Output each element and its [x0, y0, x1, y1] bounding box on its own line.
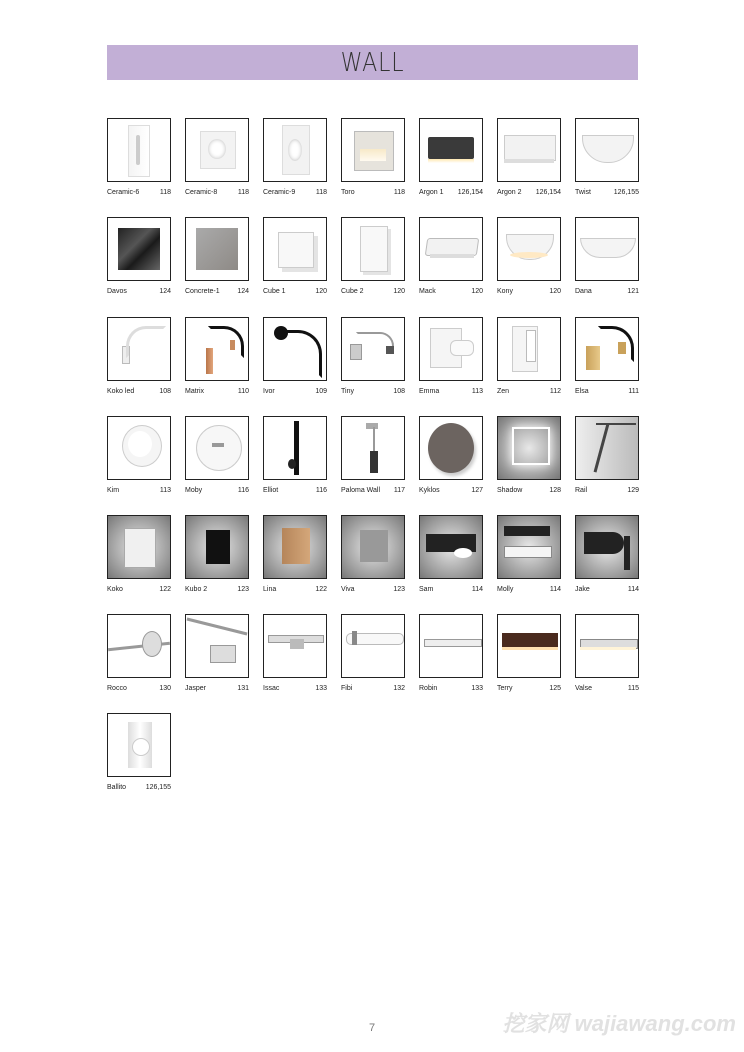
product-photo-shape	[124, 528, 156, 568]
product-caption	[107, 287, 171, 296]
product-photo-shape	[352, 631, 357, 645]
product-name: Rail	[575, 487, 588, 494]
product-name: Davos	[107, 288, 127, 295]
product-caption	[263, 287, 327, 296]
product-page-ref: 126,155	[613, 189, 639, 196]
product-page-ref: 120	[315, 288, 327, 295]
product-photo	[497, 614, 561, 678]
product-photo-shape	[386, 346, 394, 354]
product-page-ref: 126,154	[457, 189, 483, 196]
product-photo-shape	[504, 159, 554, 163]
product-photo	[107, 515, 171, 579]
product-photo-shape	[502, 647, 558, 650]
product-page-ref: 111	[628, 388, 639, 395]
product-page-ref: 128	[549, 487, 561, 494]
product-page-ref: 116	[237, 487, 249, 494]
product-photo-shape	[282, 330, 322, 378]
product-caption	[263, 585, 327, 594]
product-caption	[341, 387, 405, 396]
product-name: Molly	[497, 586, 514, 593]
product-page-ref: 126,155	[145, 784, 171, 791]
product-page-ref: 132	[393, 685, 405, 692]
product-item	[107, 118, 173, 200]
product-photo-shape	[580, 238, 636, 258]
product-page-ref: 110	[237, 388, 249, 395]
product-photo	[497, 217, 561, 281]
product-item	[107, 515, 173, 597]
product-caption	[497, 387, 561, 396]
product-item	[263, 614, 329, 696]
product-photo-shape	[288, 139, 302, 161]
product-page-ref: 124	[237, 288, 249, 295]
product-item	[341, 217, 407, 299]
product-caption	[185, 585, 249, 594]
watermark: 挖家网 wajiawang.com	[502, 1011, 736, 1036]
product-caption	[575, 188, 639, 197]
product-name: Cube 1	[263, 288, 286, 295]
product-item	[575, 217, 641, 299]
product-item	[575, 614, 641, 696]
product-name: Terry	[497, 685, 513, 692]
product-photo-shape	[430, 254, 474, 258]
page-number: 7	[368, 1022, 376, 1034]
product-page-ref: 114	[471, 586, 483, 593]
product-caption	[497, 585, 561, 594]
product-photo	[497, 416, 561, 480]
product-item	[419, 614, 485, 696]
product-name: Elliot	[263, 487, 279, 494]
product-photo	[107, 118, 171, 182]
product-photo-shape	[278, 232, 314, 268]
product-photo	[263, 217, 327, 281]
product-photo-shape	[132, 738, 150, 756]
product-photo-shape	[282, 528, 310, 564]
product-caption	[497, 684, 561, 693]
product-name: Ivor	[263, 388, 275, 395]
product-photo-shape	[624, 536, 630, 570]
product-name: Sam	[419, 586, 434, 593]
product-caption	[107, 188, 171, 197]
product-page-ref: 118	[237, 189, 249, 196]
product-caption	[185, 387, 249, 396]
product-page-ref: 113	[471, 388, 483, 395]
product-name: Robin	[419, 685, 438, 692]
product-item	[341, 416, 407, 498]
product-name: Jasper	[185, 685, 207, 692]
product-photo	[419, 217, 483, 281]
product-name: Fibi	[341, 685, 353, 692]
product-page-ref: 108	[393, 388, 405, 395]
product-caption	[107, 585, 171, 594]
product-name: Ceramic-8	[185, 189, 218, 196]
product-name: Argon 2	[497, 189, 522, 196]
product-photo	[107, 217, 171, 281]
product-name: Twist	[575, 189, 591, 196]
product-page-ref: 120	[549, 288, 561, 295]
product-item	[419, 118, 485, 200]
product-photo-shape	[512, 427, 550, 465]
product-photo-shape	[208, 326, 244, 358]
product-page-ref: 109	[315, 388, 327, 395]
product-item	[497, 416, 563, 498]
product-photo	[185, 118, 249, 182]
product-caption	[575, 684, 639, 693]
product-page-ref: 122	[159, 586, 171, 593]
product-name: Rocco	[107, 685, 127, 692]
product-photo-shape	[580, 647, 636, 650]
product-page-ref: 118	[315, 189, 327, 196]
product-name: Argon 1	[419, 189, 444, 196]
product-photo-shape	[212, 443, 224, 447]
product-caption	[419, 287, 483, 296]
product-photo	[497, 118, 561, 182]
product-caption	[419, 188, 483, 197]
product-caption	[185, 188, 249, 197]
product-name: Valse	[575, 685, 592, 692]
product-photo	[497, 515, 561, 579]
product-item	[419, 515, 485, 597]
product-page-ref: 123	[393, 586, 405, 593]
product-photo-shape	[502, 633, 558, 647]
product-item	[341, 614, 407, 696]
product-photo-shape	[187, 618, 248, 636]
product-item	[263, 416, 329, 498]
product-photo-shape	[504, 526, 550, 536]
product-photo	[107, 614, 171, 678]
product-photo-shape	[584, 532, 624, 554]
product-name: Ceramic-9	[263, 189, 296, 196]
product-photo	[575, 217, 639, 281]
product-page-ref: 114	[549, 586, 561, 593]
product-item	[575, 515, 641, 597]
product-name: Ceramic-6	[107, 189, 140, 196]
product-caption	[575, 585, 639, 594]
product-photo	[185, 515, 249, 579]
product-photo-shape	[504, 546, 552, 558]
product-item	[185, 416, 251, 498]
product-item	[185, 317, 251, 399]
product-page-ref: 124	[159, 288, 171, 295]
product-caption	[419, 486, 483, 495]
product-item	[341, 118, 407, 200]
product-caption	[107, 387, 171, 396]
product-photo-shape	[428, 159, 474, 163]
product-item	[497, 614, 563, 696]
product-photo-shape	[366, 423, 378, 429]
product-photo-shape	[428, 423, 474, 473]
product-photo	[185, 416, 249, 480]
product-photo-shape	[208, 139, 226, 159]
product-photo	[263, 614, 327, 678]
product-name: Kubo 2	[185, 586, 208, 593]
product-page-ref: 120	[393, 288, 405, 295]
product-photo	[419, 515, 483, 579]
product-photo-shape	[428, 137, 474, 159]
product-name: Paloma Wall	[341, 487, 381, 494]
product-caption	[263, 684, 327, 693]
product-name: Cube 2	[341, 288, 364, 295]
product-page-ref: 130	[159, 685, 171, 692]
product-item	[107, 713, 173, 795]
product-item	[263, 217, 329, 299]
product-photo-shape	[210, 645, 236, 663]
product-page-ref: 115	[627, 685, 639, 692]
product-name: Viva	[341, 586, 355, 593]
product-caption	[575, 287, 639, 296]
product-caption	[185, 684, 249, 693]
product-photo-shape	[370, 451, 378, 473]
product-photo-shape	[118, 228, 160, 270]
product-name: Jake	[575, 586, 590, 593]
product-caption	[341, 684, 405, 693]
product-caption	[341, 486, 405, 495]
product-photo	[341, 416, 405, 480]
product-caption	[341, 585, 405, 594]
product-caption	[185, 287, 249, 296]
product-photo	[185, 614, 249, 678]
product-page-ref: 131	[237, 685, 249, 692]
product-caption	[497, 287, 561, 296]
product-name: Kony	[497, 288, 513, 295]
product-photo	[107, 713, 171, 777]
product-photo-shape	[360, 530, 388, 562]
product-caption	[575, 387, 639, 396]
product-page-ref: 118	[393, 189, 405, 196]
product-caption	[497, 188, 561, 197]
product-caption	[419, 684, 483, 693]
product-photo	[263, 416, 327, 480]
product-photo-shape	[424, 639, 482, 647]
product-photo-shape	[360, 226, 388, 272]
product-item	[419, 217, 485, 299]
product-photo	[419, 118, 483, 182]
product-item	[497, 515, 563, 597]
product-name: Dana	[575, 288, 592, 295]
product-photo	[497, 317, 561, 381]
product-photo-shape	[142, 631, 162, 657]
product-caption	[419, 387, 483, 396]
product-item	[497, 118, 563, 200]
product-page-ref: 127	[471, 487, 483, 494]
product-name: Koko led	[107, 388, 135, 395]
product-photo-shape	[128, 431, 152, 457]
product-caption	[107, 486, 171, 495]
product-photo-shape	[526, 330, 536, 362]
product-page-ref: 108	[159, 388, 171, 395]
product-photo-shape	[126, 326, 166, 358]
product-name: Elsa	[575, 388, 589, 395]
product-name: Koko	[107, 586, 123, 593]
product-photo	[185, 217, 249, 281]
product-photo	[575, 416, 639, 480]
product-name: Tiny	[341, 388, 354, 395]
product-page-ref: 114	[627, 586, 639, 593]
product-page-ref: 123	[237, 586, 249, 593]
product-page-ref: 122	[315, 586, 327, 593]
product-page-ref: 125	[549, 685, 561, 692]
product-photo-shape	[504, 135, 556, 161]
section-banner	[107, 45, 638, 80]
product-page-ref: 117	[393, 487, 405, 494]
product-page-ref: 121	[627, 288, 639, 295]
product-page-ref: 129	[627, 487, 639, 494]
product-item	[497, 217, 563, 299]
product-page-ref: 126,154	[535, 189, 561, 196]
product-page-ref: 120	[471, 288, 483, 295]
product-page-ref: 133	[315, 685, 327, 692]
product-photo-shape	[450, 340, 474, 356]
product-photo	[107, 416, 171, 480]
product-name: Kim	[107, 487, 120, 494]
product-name: Matrix	[185, 388, 205, 395]
product-caption	[263, 486, 327, 495]
product-item	[419, 416, 485, 498]
product-photo-shape	[136, 135, 140, 165]
product-item	[107, 317, 173, 399]
section-title: WALL	[340, 47, 405, 78]
product-caption	[497, 486, 561, 495]
product-photo	[575, 118, 639, 182]
product-caption	[341, 188, 405, 197]
product-item	[107, 217, 173, 299]
product-photo	[575, 614, 639, 678]
product-photo-shape	[206, 530, 230, 564]
product-photo-shape	[230, 340, 235, 350]
product-photo-shape	[196, 425, 242, 471]
product-caption	[107, 783, 171, 792]
product-item	[497, 317, 563, 399]
product-name: Toro	[341, 189, 355, 196]
product-item	[575, 416, 641, 498]
product-item	[263, 515, 329, 597]
product-page-ref: 133	[471, 685, 483, 692]
product-page-ref: 118	[159, 189, 171, 196]
product-name: Lina	[263, 586, 277, 593]
product-name: Kyklos	[419, 487, 440, 494]
product-photo	[185, 317, 249, 381]
product-photo-shape	[582, 135, 634, 163]
product-item	[341, 317, 407, 399]
product-page-ref: 113	[159, 487, 171, 494]
product-photo	[341, 317, 405, 381]
product-caption	[575, 486, 639, 495]
product-photo-shape	[596, 423, 636, 425]
product-photo	[419, 614, 483, 678]
product-item	[185, 614, 251, 696]
product-caption	[185, 486, 249, 495]
product-item	[575, 317, 641, 399]
product-name: Concrete-1	[185, 288, 220, 295]
product-item	[263, 118, 329, 200]
product-item	[341, 515, 407, 597]
product-item	[263, 317, 329, 399]
product-item	[107, 416, 173, 498]
product-name: Moby	[185, 487, 203, 494]
product-photo	[575, 515, 639, 579]
product-photo	[419, 416, 483, 480]
product-item	[419, 317, 485, 399]
product-photo	[107, 317, 171, 381]
product-name: Zen	[497, 388, 510, 395]
product-item	[185, 217, 251, 299]
product-item	[185, 118, 251, 200]
product-name: Shadow	[497, 487, 523, 494]
product-name: Emma	[419, 388, 440, 395]
product-photo	[341, 515, 405, 579]
product-item	[185, 515, 251, 597]
product-photo-shape	[360, 149, 386, 161]
product-photo	[341, 217, 405, 281]
product-name: Ballito	[107, 784, 127, 791]
product-name: Mack	[419, 288, 436, 295]
product-photo-shape	[288, 459, 296, 469]
product-caption	[341, 287, 405, 296]
product-name: Issac	[263, 685, 280, 692]
product-photo	[263, 118, 327, 182]
product-photo	[263, 317, 327, 381]
product-photo-shape	[598, 326, 634, 362]
product-item	[107, 614, 173, 696]
product-photo-shape	[618, 342, 626, 354]
product-item	[575, 118, 641, 200]
product-photo	[341, 118, 405, 182]
product-page-ref: 116	[315, 487, 327, 494]
product-caption	[263, 188, 327, 197]
product-photo-shape	[454, 548, 472, 558]
product-photo	[419, 317, 483, 381]
product-photo-shape	[196, 228, 238, 270]
product-photo	[263, 515, 327, 579]
product-photo-shape	[290, 639, 304, 649]
product-caption	[263, 387, 327, 396]
product-page-ref: 112	[549, 388, 561, 395]
product-photo	[575, 317, 639, 381]
product-caption	[107, 684, 171, 693]
product-caption	[419, 585, 483, 594]
product-photo-shape	[373, 427, 375, 451]
product-photo-shape	[510, 252, 548, 258]
product-photo	[341, 614, 405, 678]
